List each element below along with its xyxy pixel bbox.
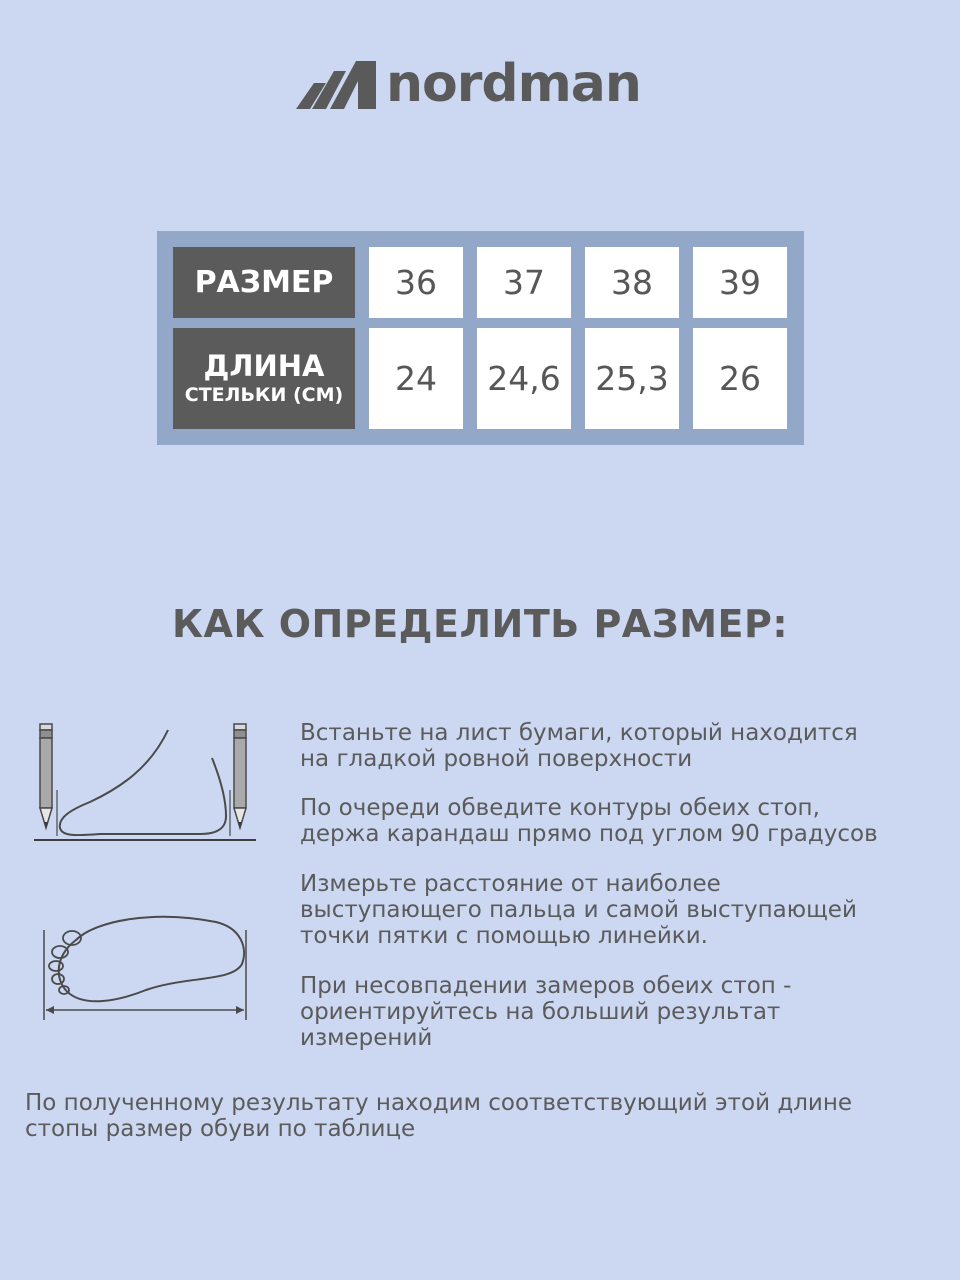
row-header-length xyxy=(173,328,355,429)
step-line: точки пятки с помощью линейки. xyxy=(300,923,708,949)
instruction-step-2 xyxy=(300,795,940,847)
footer-line: По полученному результату находим соответствующий этой длине xyxy=(25,1090,853,1116)
size-cell: 39 xyxy=(693,247,787,318)
step-line: измерений xyxy=(300,1025,433,1051)
row-header-size: РАЗМЕР xyxy=(173,247,355,318)
instruction-step-4 xyxy=(300,973,940,1051)
instruction-step-1 xyxy=(300,720,940,772)
length-cell: 25,3 xyxy=(585,328,679,429)
section-heading: КАК ОПРЕДЕЛИТЬ РАЗМЕР: xyxy=(171,602,789,646)
footer-line: стопы размер обуви по таблице xyxy=(25,1116,416,1142)
length-cell: 26 xyxy=(693,328,787,429)
foot-side-pencils-icon xyxy=(30,718,260,848)
length-cell: 24,6 xyxy=(477,328,571,429)
footer-note xyxy=(25,1090,940,1142)
size-cell: 36 xyxy=(369,247,463,318)
step-line: на гладкой ровной поверхности xyxy=(300,746,693,772)
nordman-logo-icon xyxy=(296,59,380,109)
size-table xyxy=(157,231,804,445)
brand-logo xyxy=(296,54,641,114)
instruction-step-3 xyxy=(300,871,940,949)
step-line: ориентируйтесь на больший результат xyxy=(300,999,781,1025)
step-line: Встаньте на лист бумаги, который находится xyxy=(300,720,858,746)
size-cell: 38 xyxy=(585,247,679,318)
step-line: При несовпадении замеров обеих стоп - xyxy=(300,973,792,999)
step-line: выступающего пальца и самой выступающей xyxy=(300,897,857,923)
brand-name: nordman xyxy=(386,54,641,114)
step-line: Измерьте расстояние от наиболее xyxy=(300,871,721,897)
length-cell: 24 xyxy=(369,328,463,429)
foot-outline-ruler-icon xyxy=(36,910,256,1025)
row-header-length-line2: СТЕЛЬКИ (СМ) xyxy=(184,383,344,406)
step-line: держа карандаш прямо под углом 90 градусов xyxy=(300,821,878,847)
size-cell: 37 xyxy=(477,247,571,318)
step-line: По очереди обведите контуры обеих стоп, xyxy=(300,795,820,821)
row-header-length-line1: ДЛИНА xyxy=(203,349,325,384)
